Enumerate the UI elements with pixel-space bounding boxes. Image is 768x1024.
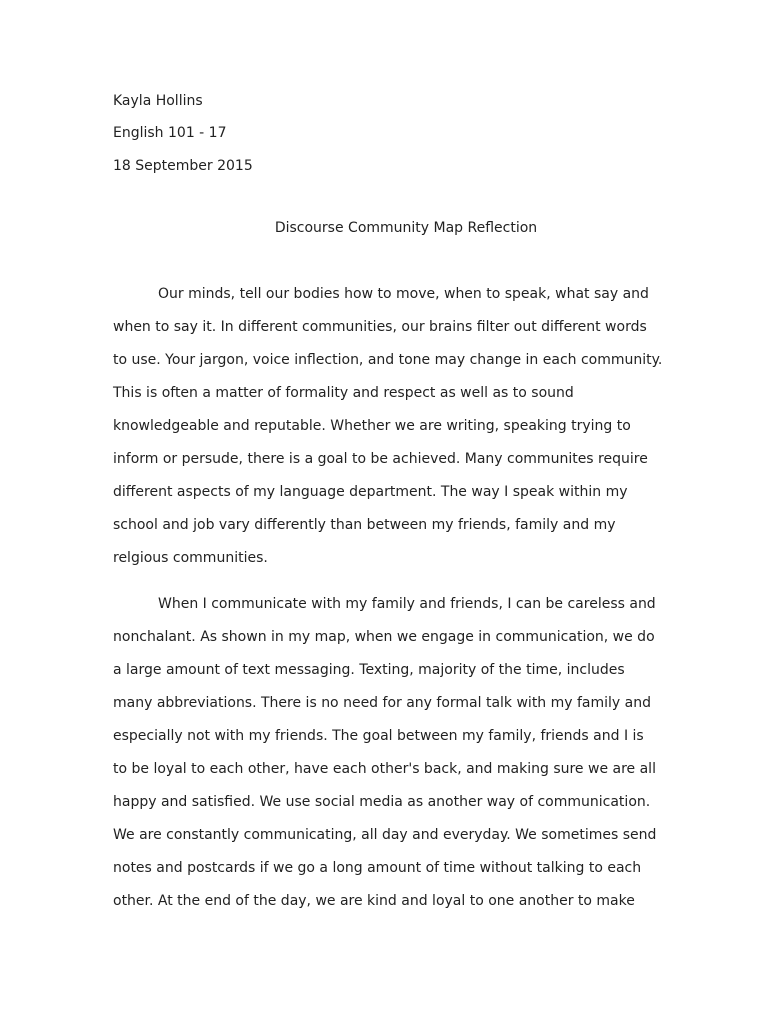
paragraph-line: a large amount of text messaging. Texting, majority of the time, includes	[113, 662, 625, 678]
paragraph-line: to be loyal to each other, have each other's back, and making sure we are all	[113, 761, 656, 777]
paragraph-line: school and job vary differently than between my friends, family and my	[113, 517, 616, 533]
document-date: 18 September 2015	[113, 158, 253, 174]
paragraph-line: This is often a matter of formality and respect as well as to sound	[113, 385, 574, 401]
course-name: English 101 - 17	[113, 125, 227, 141]
paragraph-line: nonchalant. As shown in my map, when we engage in communication, we do	[113, 629, 655, 645]
author-name: Kayla Hollins	[113, 93, 203, 109]
paragraph-line: especially not with my friends. The goal between my family, friends and I is	[113, 728, 644, 744]
paragraph-line: notes and postcards if we go a long amount of time without talking to each	[113, 860, 642, 876]
paragraph-line: happy and satisfied. We use social media as another way of communication.	[113, 794, 651, 810]
paragraph-line: Our minds, tell our bodies how to move, when to speak, what say and	[158, 286, 649, 302]
paragraph-line: knowledgeable and reputable. Whether we are writing, speaking trying to	[113, 418, 631, 434]
paragraph-line: inform or persude, there is a goal to be achieved. Many communites require	[113, 451, 648, 467]
paragraph-line: when to say it. In different communities, our brains filter out different words	[113, 319, 647, 335]
paragraph-line: other. At the end of the day, we are kind and loyal to one another to make	[113, 893, 635, 909]
paragraph-line: relgious communities.	[113, 550, 268, 566]
paragraph-line: When I communicate with my family and friends, I can be careless and	[158, 596, 656, 612]
paragraph-line: We are constantly communicating, all day and everyday. We sometimes send	[113, 827, 657, 843]
paragraph-line: to use. Your jargon, voice inflection, and tone may change in each community.	[113, 352, 663, 368]
paragraph-line: many abbreviations. There is no need for any formal talk with my family and	[113, 695, 652, 711]
document-title: Discourse Community Map Reflection	[274, 220, 538, 236]
paragraph-line: different aspects of my language department. The way I speak within my	[113, 484, 628, 500]
